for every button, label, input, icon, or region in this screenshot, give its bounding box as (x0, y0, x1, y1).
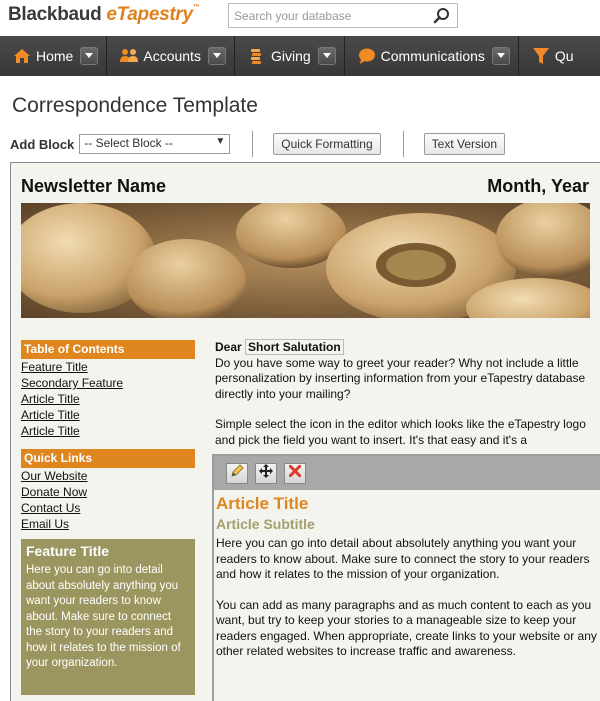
add-block-label: Add Block (10, 136, 75, 152)
nav-giving-label: Giving (270, 48, 311, 64)
greeting-paragraph-1: Do you have some way to greet your reader? Why not include a little personalization by inserting information from your eTapestry database directly into your mailing? (215, 355, 586, 401)
toc-link-article-title[interactable]: Article Title (21, 392, 80, 406)
quick-links-heading: Quick Links (21, 449, 195, 468)
brand-name-part2: eTapestry (106, 4, 193, 25)
banner-image[interactable] (21, 203, 590, 318)
nav-home-label: Home (36, 48, 74, 64)
link-donate-now[interactable]: Donate Now (21, 485, 88, 499)
dropdown-arrow-icon: ▼ (215, 136, 226, 147)
feature-block[interactable] (21, 539, 195, 695)
search-input[interactable] (229, 4, 424, 27)
block-edit-toolbar (214, 456, 600, 490)
coins-icon (247, 46, 267, 66)
quick-links-list (21, 468, 195, 533)
article-content (214, 490, 600, 664)
link-email-us[interactable]: Email Us (21, 517, 70, 531)
trademark: ™ (192, 4, 200, 11)
nav-communications[interactable] (345, 36, 519, 76)
chevron-down-icon[interactable] (492, 47, 510, 65)
toc-heading: Table of Contents (21, 340, 195, 359)
article-title: Article Title (216, 494, 309, 513)
search-icon[interactable] (433, 7, 451, 25)
people-icon (119, 46, 139, 66)
newsletter-name[interactable]: Newsletter Name (21, 176, 167, 196)
toc-link-feature-title[interactable]: Feature Title (21, 360, 88, 374)
page-title: Correspondence Template (12, 94, 258, 117)
move-block-button[interactable] (255, 463, 277, 484)
edit-block-button[interactable] (226, 463, 248, 484)
chevron-down-icon[interactable] (318, 47, 336, 65)
feature-body: Here you can go into detail about absolutely anything you want your readers to know about. Make sure to connect the story to your readers and how it relates to the mission of your organization. (26, 564, 181, 669)
delete-block-button[interactable] (284, 463, 306, 484)
quick-formatting-button[interactable]: Quick Formatting (273, 133, 380, 155)
move-icon (259, 464, 273, 483)
nav-giving[interactable] (235, 36, 345, 76)
select-block-dropdown[interactable] (79, 134, 230, 154)
link-contact-us[interactable]: Contact Us (21, 501, 81, 515)
select-block-value: -- Select Block -- (84, 136, 173, 150)
greeting-line (215, 340, 590, 356)
text-version-button[interactable]: Text Version (424, 133, 505, 155)
article-subtitle: Article Subtitle (216, 516, 315, 532)
newsletter-date[interactable]: Month, Year (487, 176, 589, 196)
salutation-field[interactable]: Short Salutation (245, 339, 344, 355)
nav-home[interactable] (0, 36, 107, 76)
funnel-icon (531, 46, 551, 66)
brand-name-part1: Blackbaud (8, 4, 102, 25)
greeting-paragraph-2: Simple select the icon in the editor which looks like the eTapestry logo and pick the field you want to insert. It's that easy and it's a (215, 417, 586, 447)
nav-queries-label: Qu (554, 48, 574, 64)
search-box (228, 3, 458, 28)
home-icon (12, 46, 32, 66)
article-paragraph-1: Here you can go into detail about absolutely anything you want your readers to know about. Make sure to connect the story to your readers and how it relates to the mission of your organization. (216, 536, 590, 581)
speech-bubble-icon (357, 46, 377, 66)
nav-accounts[interactable] (107, 36, 235, 76)
chevron-down-icon[interactable] (80, 47, 98, 65)
top-bar (0, 0, 600, 35)
greeting-block[interactable] (215, 340, 590, 448)
toc-link-article-title[interactable]: Article Title (21, 408, 80, 422)
toc-list (21, 359, 195, 440)
nav-communications-label: Communications (380, 48, 485, 64)
toolbar-divider (403, 131, 404, 157)
pencil-icon (230, 464, 244, 483)
nav-accounts-label: Accounts (143, 48, 201, 64)
link-our-website[interactable]: Our Website (21, 469, 88, 483)
template-canvas (10, 162, 600, 701)
main-nav (0, 36, 600, 76)
article-block-editor[interactable] (212, 454, 600, 701)
toolbar-divider (252, 131, 253, 157)
sidebar (21, 340, 195, 533)
article-paragraph-2: You can add as many paragraphs and as much content to each as you want, but try to keep your stories to a manageable size to keep your readers engaged. When appropriate, create links to your website or any other related websites to increase traffic and awareness. (216, 597, 597, 658)
close-icon (289, 464, 301, 482)
greeting-dear: Dear (215, 340, 242, 354)
feature-title: Feature Title (26, 543, 109, 559)
chevron-down-icon[interactable] (208, 47, 226, 65)
template-toolbar (10, 133, 505, 155)
toc-link-secondary-feature[interactable]: Secondary Feature (21, 376, 124, 390)
nav-queries[interactable] (519, 36, 582, 76)
brand-logo[interactable] (8, 4, 199, 26)
toc-link-article-title[interactable]: Article Title (21, 424, 80, 438)
